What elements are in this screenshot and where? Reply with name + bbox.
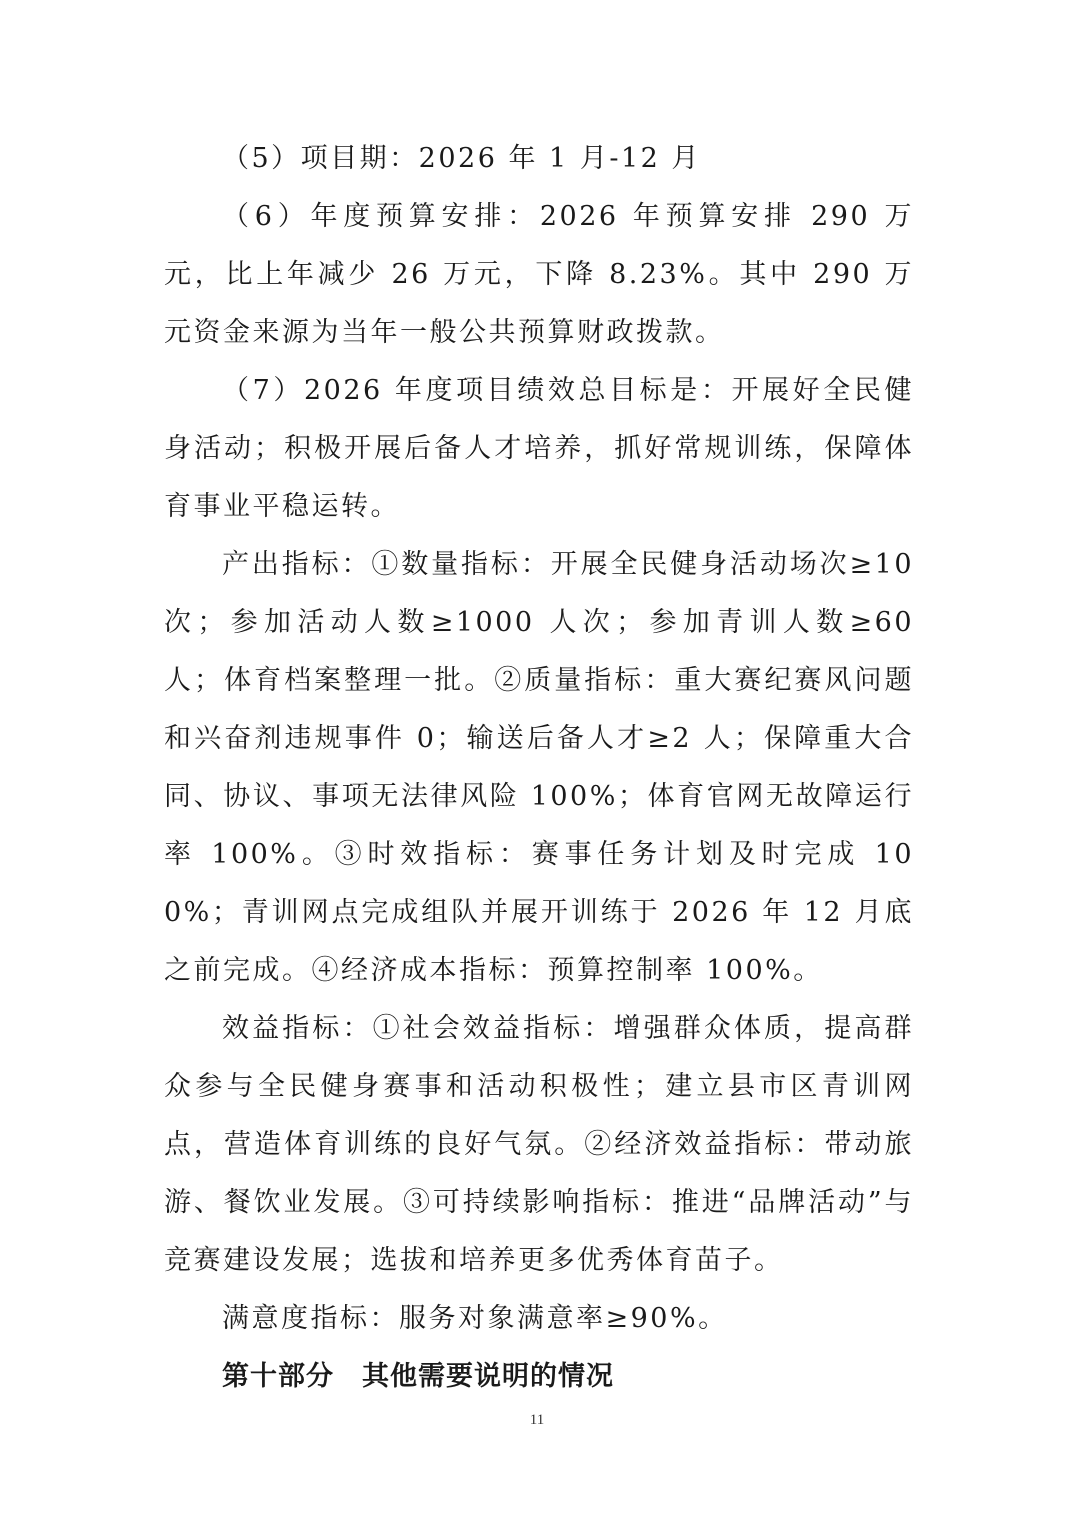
paragraph-annual-budget: （6）年度预算安排：2026 年预算安排 290 万元，比上年减少 26 万元，下降 8.23%。其中 290 万元资金来源为当年一般公共预算财政拨款。 <box>164 201 914 348</box>
paragraph-benefit-indicators: 效益指标：①社会效益指标：增强群众体质，提高群众参与全民健身赛事和活动积极性；建立县市区青训网点，营造体育训练的良好气氛。②经济效益指标：带动旅游、餐饮业发展。③可持续影响指标：推进“品牌活动”与竞赛建设发展；选拔和培养更多优秀体育苗子。 <box>164 1013 914 1276</box>
page-number: 11 <box>529 1412 545 1428</box>
paragraph-performance-goal: （7）2026 年度项目绩效总目标是：开展好全民健身活动；积极开展后备人才培养，抓好常规训练，保障体育事业平稳运转。 <box>164 375 914 522</box>
paragraph-project-period: （5）项目期：2026 年 1 月-12 月 <box>222 143 701 174</box>
section-heading: 第十部分 其他需要说明的情况 <box>222 1361 614 1392</box>
paragraph-satisfaction-indicator: 满意度指标：服务对象满意率≥90%。 <box>222 1303 728 1334</box>
paragraph-output-indicators: 产出指标：①数量指标：开展全民健身活动场次≥10 次；参加活动人数≥1000 人次；参加青训人数≥60 人；体育档案整理一批。②质量指标：重大赛纪赛风问题和兴奋剂违规事件 0；输送后备人才≥2 人；保障重大合同、协议、事项无法律风险 100%；体育官网无故障运行率 100%。③时效指标：赛事任务计划及时完成 100%；青训网点完成组队并展开训练于 2026 年 12 月底之前完成。④经济成本指标：预算控制率 100%。 <box>164 549 914 986</box>
page-content <box>164 130 914 1406</box>
